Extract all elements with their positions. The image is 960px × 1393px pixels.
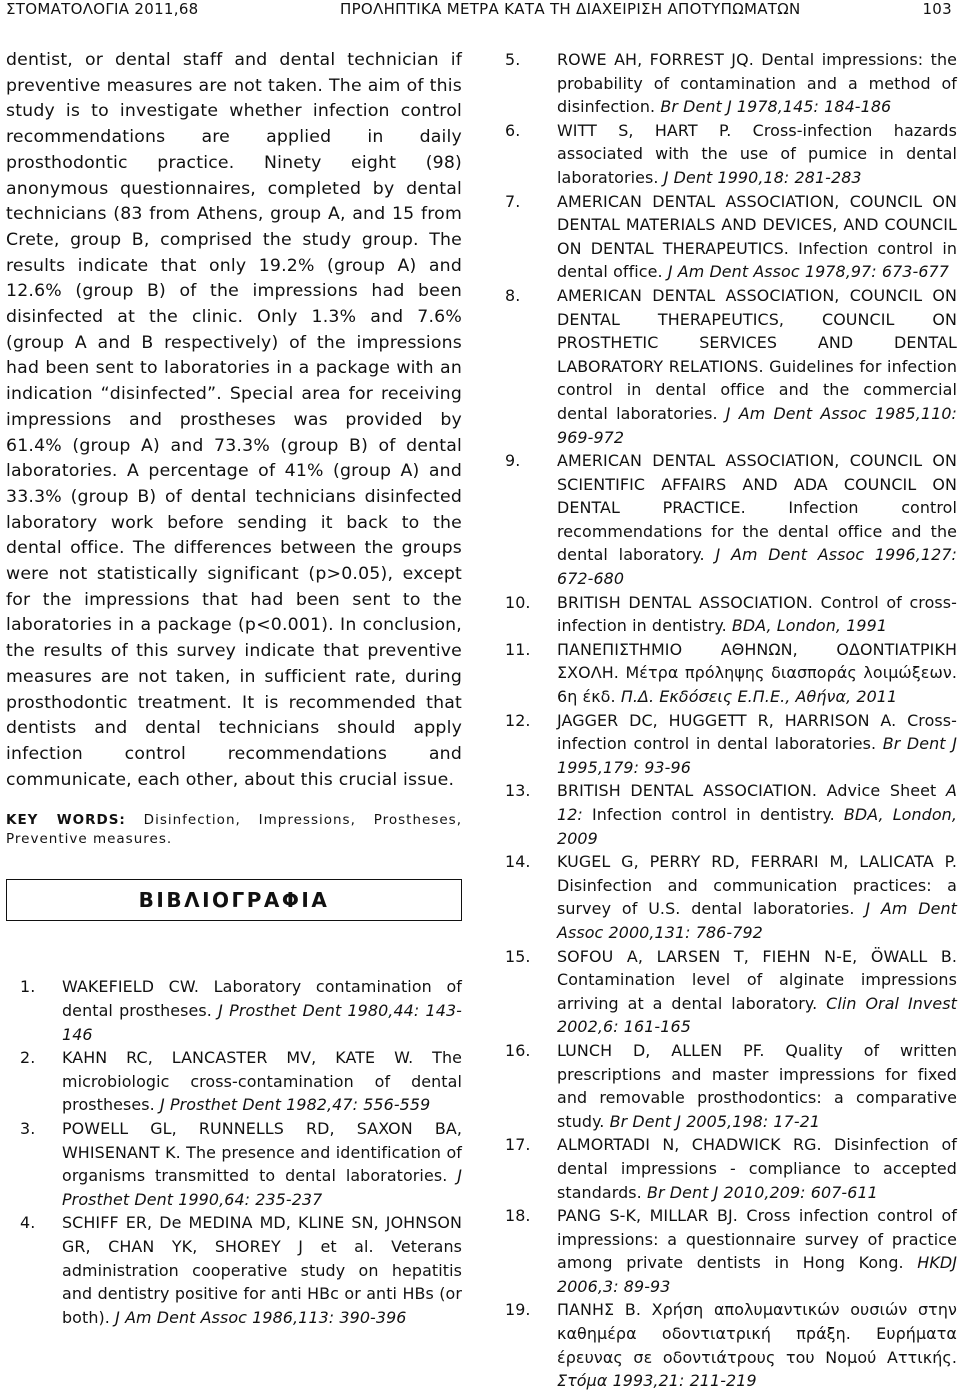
reference-text	[557, 1204, 957, 1298]
reference-citation: Br Dent J 2005,198: 17-21	[609, 1111, 821, 1131]
reference-item	[505, 638, 957, 709]
reference-number: 10.	[505, 592, 531, 612]
reference-number: 15.	[505, 946, 531, 966]
reference-item	[505, 1298, 957, 1392]
reference-number: 8.	[505, 285, 521, 305]
reference-citation: Clin Oral Invest 2002,6: 161-165	[557, 993, 957, 1037]
reference-authors-title: POWELL GL, RUNNELLS RD, SAXON BA, WHISENANT K. The presence and identification of organisms transmitted to dental laboratories.	[62, 1118, 462, 1186]
reference-item	[505, 1133, 957, 1204]
reference-text	[62, 975, 462, 1046]
reference-citation: HKDJ 2006,3: 89-93	[557, 1253, 957, 1296]
reference-authors-title: SOFOU A, LARSEN T, FIEHN N-E, ÖWALL B. Contamination level of alginate impressions arriving at a dental laboratory.	[557, 946, 957, 1013]
reference-citation: J Prosthet Dent 1990,64: 235-237	[62, 1166, 462, 1209]
reference-item	[505, 779, 957, 850]
reference-text	[557, 850, 957, 944]
reference-number: 9.	[505, 451, 521, 471]
running-header	[0, 0, 960, 26]
reference-authors-title: BRITISH DENTAL ASSOCIATION. Advice Sheet	[557, 781, 947, 801]
reference-title-continued: Infection control in dentistry.	[582, 805, 844, 824]
reference-text	[62, 1117, 462, 1211]
reference-item	[6, 1046, 462, 1117]
reference-citation-continued: BDA, London, 2009	[557, 805, 957, 848]
reference-item	[6, 1117, 462, 1211]
reference-number: 5.	[505, 50, 521, 69]
reference-item	[505, 1204, 957, 1298]
reference-citation: Στόμα 1993,21: 211-219	[557, 1371, 757, 1391]
reference-citation: BDA, London, 1991	[731, 616, 888, 636]
keywords-text: Disinfection, Impressions, Prostheses, Preventive measures.	[6, 812, 462, 848]
reference-number: 14.	[505, 852, 531, 872]
reference-text	[557, 709, 957, 780]
reference-number: 18.	[505, 1206, 531, 1226]
reference-authors-title: WITT S, HART P. Cross-infection hazards associated with the use of pumice in dental laboratories.	[557, 120, 957, 187]
reference-text	[557, 779, 957, 850]
reference-number: 1.	[20, 977, 36, 997]
keywords	[6, 811, 462, 849]
reference-text	[62, 1046, 462, 1117]
reference-citation: J Am Dent Assoc 1986,113: 390-396	[115, 1307, 407, 1327]
journal-title: ΣΤΟΜΑΤΟΛΟΓΙΑ 2011,68	[6, 0, 199, 18]
reference-authors-title: LUNCH D, ALLEN PF. Quality of written prescriptions and master impressions for fixed and removable prosthodontics: a comparative study.	[557, 1040, 957, 1131]
reference-text	[557, 1298, 957, 1392]
reference-number: 2.	[20, 1048, 36, 1068]
reference-item	[505, 449, 957, 591]
reference-text	[557, 945, 957, 1039]
reference-citation: Br Dent J 1978,145: 184-186	[660, 97, 892, 117]
keywords-label: KEY WORDS:	[6, 812, 126, 829]
left-column	[6, 48, 462, 1329]
reference-number: 7.	[505, 191, 521, 211]
reference-number: 12.	[505, 710, 531, 730]
reference-item	[505, 709, 957, 780]
reference-text	[557, 284, 957, 449]
reference-item	[505, 119, 957, 190]
reference-item	[505, 284, 957, 449]
reference-text	[557, 48, 957, 119]
reference-text	[557, 119, 957, 190]
bibliography-heading-box	[6, 879, 462, 921]
reference-authors-title: ROWE AH, FORREST JQ. Dental impressions: the probability of contamination and a method of disinfection.	[557, 50, 957, 117]
abstract-text: dentist, or dental staff and dental technician if preventive measures are not taken. The aim of this study is to investigate whether infection control recommendations are applied in daily prosthodontic practice. Ninety eight (98) anonymous questionnaires, completed by dental technicians (83 from Athens, group A, and 15 from Crete, group B, comprised the study group. The results indicate that only 19.2% (group A) and 12.6% (group B) of the impressions had been disinfected at the clinic. Only 1.3% and 7.6% (group A and B respectively) of the impressions had been sent to laboratories in a package with an indication “disinfected”. Special area for receiving impressions and prostheses was provided by 61.4% (group A) and 73.3% (group B) of dental laboratories. A percentage of 41% (group A) and 33.3% (group B) of dental technicians disinfected laboratory work before sending it back to the dental office. The differences between the groups were not statistically significant (p>0.05), except for the impressions that had been sent to the laboratories in a package (p<0.001). In conclusion, the results of this survey indicate that preventive measures are not taken, in sufficient rate, during prosthodontic treatment. It is recommended that dentists and dental technicians should apply infection control recommendations and communicate, each other, about this crucial issue.	[6, 50, 462, 790]
reference-text	[557, 1133, 957, 1204]
reference-item	[505, 591, 957, 638]
reference-authors-title: WAKEFIELD CW. Laboratory contamination of dental prostheses.	[62, 977, 462, 1020]
page-number: 103	[922, 0, 952, 18]
reference-citation: J Am Dent Assoc 1985,110: 969-972	[557, 403, 957, 447]
reference-citation: J Am Dent Assoc 1978,97: 673-677	[667, 262, 949, 282]
reference-authors-title: PANG S-K, MILLAR BJ. Cross infection control of impressions: a questionnaire survey of practice among private dentists in Hong Kong.	[557, 1206, 957, 1273]
reference-number: 4.	[20, 1213, 36, 1233]
reference-item	[505, 850, 957, 944]
reference-text	[557, 638, 957, 709]
reference-citation: J Dent 1990,18: 281-283	[663, 167, 862, 187]
reference-number: 17.	[505, 1135, 531, 1155]
article-running-title: ΠΡΟΛΗΠΤΙΚΑ ΜΕΤΡΑ ΚΑΤΑ ΤΗ ΔΙΑΧΕΙΡΙΣΗ ΑΠΟΤΥΠΩΜΑΤΩΝ	[340, 0, 801, 18]
reference-list-left	[6, 975, 462, 1329]
reference-item	[6, 975, 462, 1046]
reference-text	[62, 1211, 462, 1329]
reference-authors-title: SCHIFF ER, De MEDINA MD, KLINE SN, JOHNSON GR, CHAN YK, SHOREY J et al. Veterans administration cooperative study on hepatitis and dentistry positive for anti HBc or anti HBs (or both).	[62, 1213, 462, 1327]
reference-number: 16.	[505, 1040, 531, 1060]
reference-citation: J Prosthet Dent 1980,44: 143-146	[62, 1000, 462, 1044]
reference-text	[557, 591, 957, 638]
reference-authors-title: JAGGER DC, HUGGETT R, HARRISON A. Cross-infection control in dental laboratories.	[557, 710, 957, 754]
reference-citation: J Am Dent Assoc 1996,127: 672-680	[557, 545, 957, 589]
reference-citation: Br Dent J 1995,179: 93-96	[557, 734, 957, 777]
bibliography-title: ΒΙΒΛΙΟΓΡΑΦΙΑ	[138, 888, 330, 913]
reference-item	[505, 945, 957, 1039]
reference-item	[6, 1211, 462, 1329]
reference-authors-title: AMERICAN DENTAL ASSOCIATION, COUNCIL ON DENTAL MATERIALS AND DEVICES, AND COUNCIL ON DENTAL THERAPEUTICS. Infection control in dental office.	[557, 191, 957, 282]
reference-authors-title: KAHN RC, LANCASTER MV, KATE W. The microbiologic cross-contamination of dental prostheses.	[62, 1048, 462, 1115]
reference-number: 3.	[20, 1118, 36, 1138]
reference-text	[557, 449, 957, 591]
reference-number: 6.	[505, 120, 521, 140]
reference-text	[557, 190, 957, 284]
reference-item	[505, 1039, 957, 1133]
reference-text	[557, 1039, 957, 1133]
reference-authors-title: AMERICAN DENTAL ASSOCIATION, COUNCIL ON SCIENTIFIC AFFAIRS AND ADA COUNCIL ON DENTAL PRACTICE. Infection control recommendations for the dental office and the dental laboratory.	[557, 451, 957, 565]
reference-authors-title: ALMORTADI N, CHADWICK RG. Disinfection of dental impressions - compliance to accepted standards.	[557, 1135, 957, 1202]
reference-item	[505, 48, 957, 119]
reference-authors-title: AMERICAN DENTAL ASSOCIATION, COUNCIL ON DENTAL THERAPEUTICS, COUNCIL ON PROSTHETIC SERVICES AND DENTAL LABORATORY RELATIONS. Guidelines for infection control in dental office and the commercial dental laboratories.	[557, 285, 957, 423]
reference-authors-title: ΠΑΝΕΠΙΣΤΗΜΙΟ ΑΘΗΝΩΝ, ΟΔΟΝΤΙΑΤΡΙΚΗ ΣΧΟΛΗ. Μέτρα πρόληψης διασποράς λοιμώξεων. 6η έκδ.	[557, 639, 957, 707]
reference-number: 11.	[505, 639, 531, 659]
reference-citation: J Am Dent Assoc 2000,131: 786-792	[557, 899, 957, 942]
reference-citation: Π.Δ. Εκδόσεις Ε.Π.Ε., Αθήνα, 2011	[620, 687, 898, 707]
reference-authors-title: KUGEL G, PERRY RD, FERRARI M, LALICATA P. Disinfection and communication practices: a survey of U.S. dental laboratories.	[557, 852, 957, 919]
reference-authors-title: ΠΑΝΗΣ Β. Χρήση απολυμαντικών ουσιών στην καθημέρα οδοντιατρική πράξη. Ευρήματα έρευνας σε οδοντιάτρους του Νομού Αττικής.	[557, 1300, 957, 1367]
reference-item	[505, 190, 957, 284]
reference-authors-title: BRITISH DENTAL ASSOCIATION. Control of cross-infection in dentistry.	[557, 592, 957, 636]
reference-citation: J Prosthet Dent 1982,47: 556-559	[160, 1095, 431, 1115]
reference-citation: Br Dent J 2010,209: 607-611	[646, 1182, 878, 1202]
reference-citation: A 12:	[557, 781, 957, 824]
reference-list-right	[505, 48, 957, 1393]
reference-number: 19.	[505, 1300, 531, 1320]
reference-number: 13.	[505, 781, 531, 801]
